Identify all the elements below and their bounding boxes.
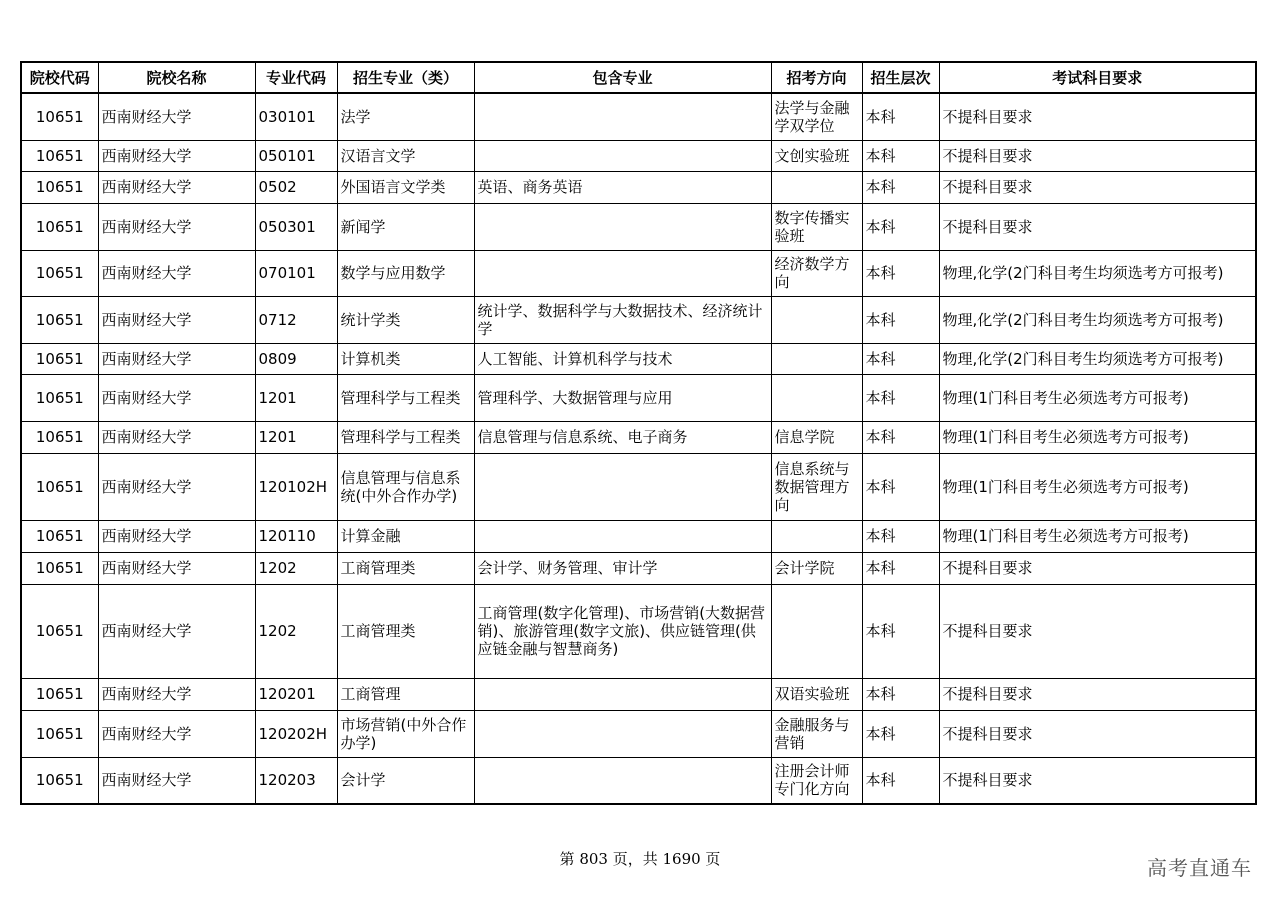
- included-majors-cell: 工商管理(数字化管理)、市场营销(大数据营销)、旅游管理(数字文旅)、供应链管理(供应链金融与智慧商务): [474, 584, 771, 678]
- level-cell: 本科: [862, 520, 939, 552]
- table-row: [21, 552, 1256, 584]
- direction-cell: [771, 171, 862, 203]
- table-row: [21, 171, 1256, 203]
- school-name-cell: 西南财经大学: [98, 584, 255, 678]
- header-school-name: 院校名称: [98, 62, 255, 93]
- school-name-cell: 西南财经大学: [98, 710, 255, 757]
- included-majors-cell: [474, 520, 771, 552]
- school-code-cell: 10651: [21, 552, 98, 584]
- major-code-cell: 120110: [255, 520, 337, 552]
- included-majors-cell: [474, 710, 771, 757]
- school-name-cell: 西南财经大学: [98, 520, 255, 552]
- major-code-cell: 1201: [255, 421, 337, 453]
- school-name-cell: 西南财经大学: [98, 93, 255, 140]
- school-code-cell: 10651: [21, 710, 98, 757]
- included-majors-cell: [474, 203, 771, 250]
- major-name-cell: 统计学类: [337, 296, 474, 343]
- table-row: [21, 343, 1256, 374]
- subject-requirement-cell: 不提科目要求: [939, 93, 1256, 140]
- major-code-cell: 0809: [255, 343, 337, 374]
- table-row: [21, 421, 1256, 453]
- included-majors-cell: 人工智能、计算机科学与技术: [474, 343, 771, 374]
- subject-requirement-cell: 不提科目要求: [939, 678, 1256, 710]
- level-cell: 本科: [862, 171, 939, 203]
- major-name-cell: 管理科学与工程类: [337, 374, 474, 421]
- included-majors-cell: [474, 250, 771, 296]
- included-majors-cell: [474, 93, 771, 140]
- major-name-cell: 会计学: [337, 757, 474, 804]
- major-name-cell: 法学: [337, 93, 474, 140]
- included-majors-cell: [474, 140, 771, 171]
- level-cell: 本科: [862, 93, 939, 140]
- school-code-cell: 10651: [21, 520, 98, 552]
- level-cell: 本科: [862, 296, 939, 343]
- major-code-cell: 030101: [255, 93, 337, 140]
- school-name-cell: 西南财经大学: [98, 374, 255, 421]
- included-majors-cell: [474, 453, 771, 520]
- direction-cell: 金融服务与营销: [771, 710, 862, 757]
- direction-cell: 会计学院: [771, 552, 862, 584]
- included-majors-cell: 会计学、财务管理、审计学: [474, 552, 771, 584]
- header-subject-requirement: 考试科目要求: [939, 62, 1256, 93]
- major-code-cell: 120202H: [255, 710, 337, 757]
- subject-requirement-cell: 不提科目要求: [939, 203, 1256, 250]
- major-name-cell: 管理科学与工程类: [337, 421, 474, 453]
- direction-cell: 注册会计师专门化方向: [771, 757, 862, 804]
- level-cell: 本科: [862, 757, 939, 804]
- subject-requirement-cell: 不提科目要求: [939, 171, 1256, 203]
- level-cell: 本科: [862, 453, 939, 520]
- subject-requirement-cell: 物理,化学(2门科目考生均须选考方可报考): [939, 343, 1256, 374]
- major-name-cell: 外国语言文学类: [337, 171, 474, 203]
- school-code-cell: 10651: [21, 296, 98, 343]
- level-cell: 本科: [862, 374, 939, 421]
- table-row: [21, 520, 1256, 552]
- direction-cell: 信息系统与数据管理方向: [771, 453, 862, 520]
- subject-requirement-cell: 不提科目要求: [939, 710, 1256, 757]
- level-cell: 本科: [862, 250, 939, 296]
- level-cell: 本科: [862, 552, 939, 584]
- level-cell: 本科: [862, 140, 939, 171]
- school-name-cell: 西南财经大学: [98, 453, 255, 520]
- school-code-cell: 10651: [21, 250, 98, 296]
- school-code-cell: 10651: [21, 203, 98, 250]
- major-code-cell: 0502: [255, 171, 337, 203]
- major-code-cell: 070101: [255, 250, 337, 296]
- major-name-cell: 市场营销(中外合作办学): [337, 710, 474, 757]
- major-name-cell: 工商管理类: [337, 552, 474, 584]
- included-majors-cell: 管理科学、大数据管理与应用: [474, 374, 771, 421]
- included-majors-cell: 信息管理与信息系统、电子商务: [474, 421, 771, 453]
- level-cell: 本科: [862, 203, 939, 250]
- major-code-cell: 0712: [255, 296, 337, 343]
- major-name-cell: 计算机类: [337, 343, 474, 374]
- table-row: [21, 140, 1256, 171]
- subject-requirement-cell: 物理(1门科目考生必须选考方可报考): [939, 453, 1256, 520]
- school-name-cell: 西南财经大学: [98, 552, 255, 584]
- school-name-cell: 西南财经大学: [98, 140, 255, 171]
- major-code-cell: 120203: [255, 757, 337, 804]
- school-name-cell: 西南财经大学: [98, 250, 255, 296]
- major-code-cell: 1201: [255, 374, 337, 421]
- major-code-cell: 1202: [255, 584, 337, 678]
- school-name-cell: 西南财经大学: [98, 343, 255, 374]
- subject-requirement-cell: 不提科目要求: [939, 140, 1256, 171]
- level-cell: 本科: [862, 343, 939, 374]
- school-name-cell: 西南财经大学: [98, 678, 255, 710]
- school-code-cell: 10651: [21, 171, 98, 203]
- school-name-cell: 西南财经大学: [98, 171, 255, 203]
- subject-requirement-cell: 物理(1门科目考生必须选考方可报考): [939, 520, 1256, 552]
- table-header-row: [21, 62, 1256, 93]
- subject-requirement-cell: 物理,化学(2门科目考生均须选考方可报考): [939, 296, 1256, 343]
- major-code-cell: 1202: [255, 552, 337, 584]
- table-row: [21, 453, 1256, 520]
- table-row: [21, 584, 1256, 678]
- subject-requirement-cell: 物理(1门科目考生必须选考方可报考): [939, 374, 1256, 421]
- admissions-table: [20, 61, 1257, 805]
- direction-cell: 双语实验班: [771, 678, 862, 710]
- header-level: 招生层次: [862, 62, 939, 93]
- table-row: [21, 93, 1256, 140]
- table-row: [21, 296, 1256, 343]
- direction-cell: [771, 520, 862, 552]
- table-row: [21, 374, 1256, 421]
- direction-cell: 信息学院: [771, 421, 862, 453]
- included-majors-cell: 统计学、数据科学与大数据技术、经济统计学: [474, 296, 771, 343]
- watermark-text: 高考直通车: [1147, 856, 1252, 880]
- major-name-cell: 新闻学: [337, 203, 474, 250]
- table-row: [21, 757, 1256, 804]
- school-code-cell: 10651: [21, 584, 98, 678]
- subject-requirement-cell: 不提科目要求: [939, 757, 1256, 804]
- level-cell: 本科: [862, 710, 939, 757]
- header-major-name: 招生专业（类）: [337, 62, 474, 93]
- subject-requirement-cell: 不提科目要求: [939, 552, 1256, 584]
- school-name-cell: 西南财经大学: [98, 757, 255, 804]
- subject-requirement-cell: 不提科目要求: [939, 584, 1256, 678]
- direction-cell: [771, 374, 862, 421]
- school-code-cell: 10651: [21, 678, 98, 710]
- school-code-cell: 10651: [21, 93, 98, 140]
- major-name-cell: 工商管理: [337, 678, 474, 710]
- subject-requirement-cell: 物理(1门科目考生必须选考方可报考): [939, 421, 1256, 453]
- school-name-cell: 西南财经大学: [98, 203, 255, 250]
- direction-cell: 经济数学方向: [771, 250, 862, 296]
- major-name-cell: 数学与应用数学: [337, 250, 474, 296]
- school-name-cell: 西南财经大学: [98, 296, 255, 343]
- major-name-cell: 信息管理与信息系统(中外合作办学): [337, 453, 474, 520]
- subject-requirement-cell: 物理,化学(2门科目考生均须选考方可报考): [939, 250, 1256, 296]
- major-name-cell: 计算金融: [337, 520, 474, 552]
- major-code-cell: 120201: [255, 678, 337, 710]
- header-school-code: 院校代码: [21, 62, 98, 93]
- header-included-majors: 包含专业: [474, 62, 771, 93]
- header-major-code: 专业代码: [255, 62, 337, 93]
- included-majors-cell: [474, 757, 771, 804]
- table-body: [21, 93, 1256, 804]
- school-name-cell: 西南财经大学: [98, 421, 255, 453]
- table-row: [21, 710, 1256, 757]
- included-majors-cell: [474, 678, 771, 710]
- level-cell: 本科: [862, 421, 939, 453]
- table-row: [21, 250, 1256, 296]
- page-number: 第 803 页，共 1690 页: [559, 850, 721, 868]
- school-code-cell: 10651: [21, 421, 98, 453]
- major-name-cell: 汉语言文学: [337, 140, 474, 171]
- header-direction: 招考方向: [771, 62, 862, 93]
- level-cell: 本科: [862, 678, 939, 710]
- direction-cell: [771, 584, 862, 678]
- school-code-cell: 10651: [21, 374, 98, 421]
- table-row: [21, 203, 1256, 250]
- direction-cell: 数字传播实验班: [771, 203, 862, 250]
- direction-cell: [771, 296, 862, 343]
- direction-cell: [771, 343, 862, 374]
- school-code-cell: 10651: [21, 140, 98, 171]
- school-code-cell: 10651: [21, 453, 98, 520]
- school-code-cell: 10651: [21, 757, 98, 804]
- major-code-cell: 120102H: [255, 453, 337, 520]
- direction-cell: 法学与金融学双学位: [771, 93, 862, 140]
- level-cell: 本科: [862, 584, 939, 678]
- direction-cell: 文创实验班: [771, 140, 862, 171]
- major-name-cell: 工商管理类: [337, 584, 474, 678]
- major-code-cell: 050301: [255, 203, 337, 250]
- included-majors-cell: 英语、商务英语: [474, 171, 771, 203]
- major-code-cell: 050101: [255, 140, 337, 171]
- table-row: [21, 678, 1256, 710]
- school-code-cell: 10651: [21, 343, 98, 374]
